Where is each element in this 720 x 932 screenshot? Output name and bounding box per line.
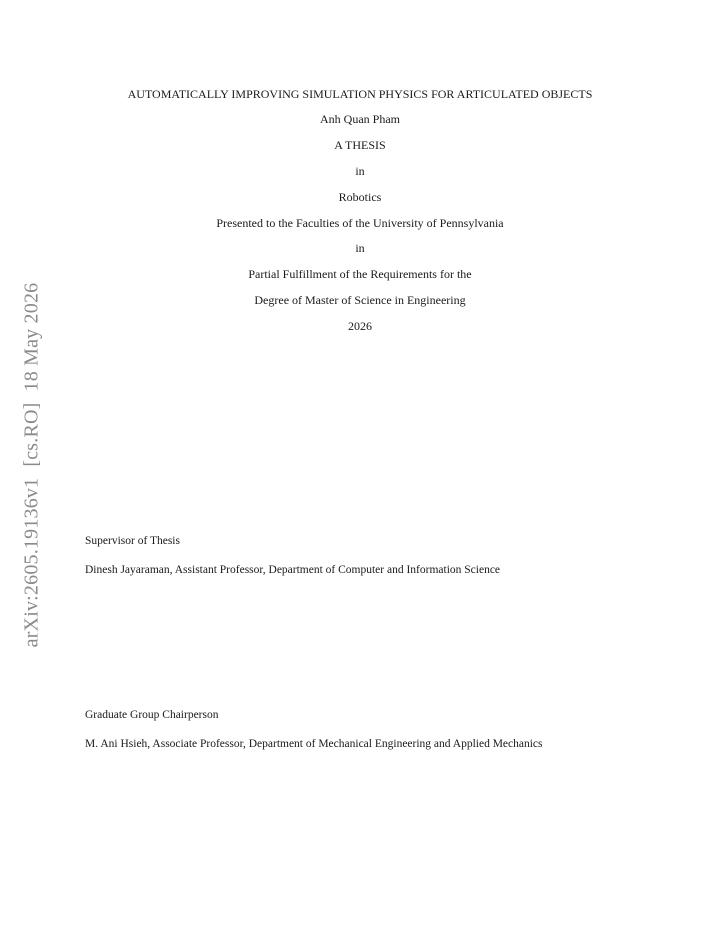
chair-name: M. Ani Hsieh, Associate Professor, Department of Mechanical Engineering and Applied Mechanics [85, 738, 543, 750]
author-name: Anh Quan Pham [320, 112, 400, 126]
presented-to: Presented to the Faculties of the University of Pennsylvania [216, 216, 504, 230]
chair-label: Graduate Group Chairperson [85, 709, 219, 721]
supervisor-label: Supervisor of Thesis [85, 535, 180, 547]
supervisor-name: Dinesh Jayaraman, Assistant Professor, Department of Computer and Information Science [85, 564, 501, 576]
in-line-2: in [355, 241, 365, 255]
document-type: A THESIS [334, 138, 386, 152]
in-line-1: in [355, 164, 365, 178]
fulfillment-line: Partial Fulfillment of the Requirements for the [248, 267, 472, 281]
program-name: Robotics [338, 190, 382, 204]
degree-line: Degree of Master of Science in Engineering [254, 293, 466, 307]
arxiv-category: [cs.RO] [20, 402, 43, 467]
thesis-title: AUTOMATICALLY IMPROVING SIMULATION PHYSICS FOR ARTICULATED OBJECTS [127, 87, 593, 101]
arxiv-id: arXiv:2605.19136v1 [20, 477, 43, 648]
arxiv-date: 18 May 2026 [20, 282, 43, 392]
year: 2026 [348, 319, 372, 333]
arxiv-identifier-stamp [21, 283, 44, 648]
